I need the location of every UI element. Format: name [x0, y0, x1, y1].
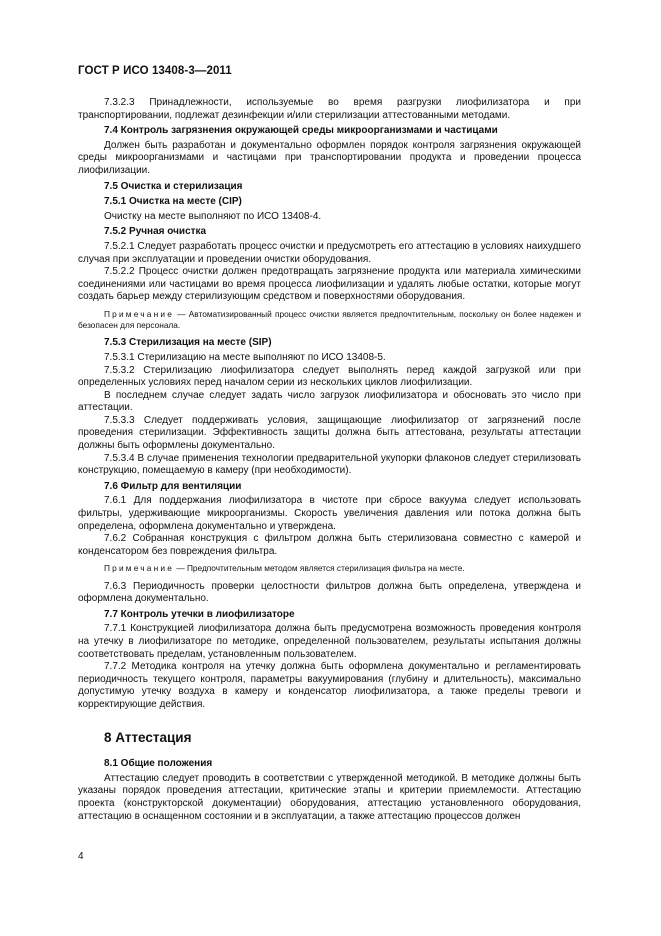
paragraph: 7.5.2.2 Процесс очистки должен предотвращать загрязнение продукта или материала химическими соединениями или частицами во время процесса лиофилизации и удалять любые остатки, которые могут создать барьер между стерилизующим средством и поверхностями оборудования.	[78, 266, 581, 303]
paragraph: Аттестацию следует проводить в соответствии с утвержденной методикой. В методике должны быть указаны порядок проведения аттестации, критические этапы и критерии приемлемости. Аттестацию проекта (конструкторской документации) оборудования, аттестацию установленного оборудования, аттестацию в оснащенном состоянии и в эксплуатации, а также аттестацию процессов должен	[78, 772, 581, 822]
document-body	[78, 97, 581, 823]
section-heading: 7.5.3 Стерилизация на месте (SIP)	[104, 337, 272, 349]
note-text: — Автоматизированный процесс очистки является предпочтительным, поскольку он более надежен и безопасен для персонала.	[78, 308, 581, 331]
paragraph: 7.5.2.1 Следует разработать процесс очистки и предусмотреть его аттестацию в условиях наихудшего случая при эксплуатации и проведении очистки оборудования.	[78, 240, 581, 265]
paragraph: В последнем случае следует задать число загрузок лиофилизатора и обосновать это число при аттестации.	[78, 389, 581, 414]
note-text: — Предпочтительным методом является стерилизация фильтра на месте.	[176, 563, 465, 574]
chapter-heading: 8 Аттестация	[104, 729, 192, 745]
paragraph: 7.5.3.4 В случае применения технологии предварительной укупорки флаконов следует стерилизовать конструкцию, помещаемую в камеру (при необходимости).	[78, 452, 581, 477]
section-heading: 7.5 Очистка и стерилизация	[104, 180, 243, 192]
document-header: ГОСТ Р ИСО 13408-3—2011	[78, 65, 232, 77]
paragraph: 7.6.2 Собранная конструкция с фильтром должна быть стерилизована совместно с камерой и конденсатором без повреждения фильтра.	[78, 533, 581, 557]
section-heading: 7.5.1 Очистка на месте (CIP)	[104, 196, 242, 208]
paragraph: Должен быть разработан и документально оформлен порядок контроля загрязнения окружающей среды микроорганизмами и частицами при транспортировании продукта и проведении процесса лиофилизации.	[78, 139, 581, 176]
paragraph: 7.5.3.1 Стерилизацию на месте выполняют по ИСО 13408-5.	[104, 351, 386, 363]
section-heading: 7.6 Фильтр для вентиляции	[104, 480, 242, 492]
document-page	[78, 0, 581, 936]
paragraph: 7.6.1 Для поддержания лиофилизатора в чистоте при сбросе вакуума следует использовать фильтры, удерживающие микроорганизмы. Скорость увеличения давления или потока должна быть определена, оформлена документально и утверждена.	[78, 495, 581, 532]
paragraph: Очистку на месте выполняют по ИСО 13408-4.	[104, 210, 322, 222]
section-heading: 7.5.2 Ручная очистка	[104, 226, 207, 238]
section-heading: 8.1 Общие положения	[104, 758, 213, 770]
section-heading: 7.7 Контроль утечки в лиофилизаторе	[104, 608, 295, 620]
page-number: 4	[78, 851, 84, 862]
paragraph: 7.6.3 Периодичность проверки целостности фильтров должна быть определена, утверждена и оформлена документально.	[78, 580, 581, 605]
note-label: Примечание	[104, 563, 175, 574]
paragraph: 7.3.2.3 Принадлежности, используемые во время разгрузки лиофилизатора и при транспортировании, подлежат дезинфекции и/или стерилизации аттестованными методами.	[78, 97, 581, 121]
note	[78, 563, 581, 574]
paragraph: 7.5.3.2 Стерилизацию лиофилизатора следует выполнять перед каждой загрузкой или при определенных условиях перед началом серии из нескольких циклов лиофилизации.	[78, 364, 581, 389]
section-heading: 7.4 Контроль загрязнения окружающей среды микроорганизмами и частицами	[104, 125, 498, 137]
paragraph: 7.5.3.3 Следует поддерживать условия, защищающие лиофилизатор от загрязнений после проведения стерилизации. Эффективность защиты должна быть аттестована, результаты аттестации должны быть оформлены документально.	[78, 414, 581, 452]
paragraph: 7.7.1 Конструкцией лиофилизатора должна быть предусмотрена возможность проведения контроля на утечку в лиофилизаторе по методике, определенной пользователем, результаты испытания должны соответствовать пределам, установленным пользователем.	[78, 623, 581, 660]
note	[78, 309, 581, 331]
paragraph: 7.7.2 Методика контроля на утечку должна быть оформлена документально и регламентировать периодичность текущего контроля, параметры вакуумирования (глубину и длительность), максимально допустимую утечку воздуха в камеру и конденсатор лиофилизатора, а также пределы тревоги и корректирующие действия.	[78, 661, 581, 710]
note-label: Примечание	[104, 308, 175, 319]
